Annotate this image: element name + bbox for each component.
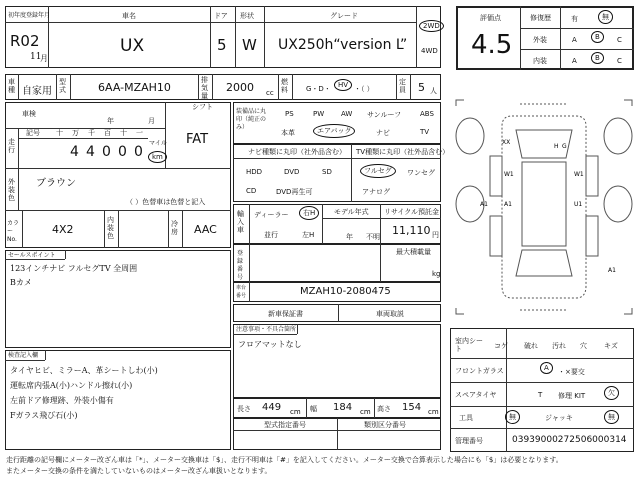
grade: UX250h“version L”: [278, 37, 408, 53]
inspector-line-3: 左前ドア修理跡、外装小傷有: [10, 396, 114, 405]
digit-head-1: 十: [56, 129, 63, 137]
equip-sunroof: サンルーフ: [367, 111, 402, 119]
navi-sd: SD: [322, 168, 332, 176]
exterior-label: 外装: [533, 36, 547, 44]
equip-ps: PS: [285, 110, 294, 118]
seat-burn: コゲ: [494, 342, 508, 350]
mark-w1-left: W1: [504, 171, 514, 178]
warranty-doc: 新車保証書: [268, 310, 303, 318]
equip-label: 装備品に丸印（純正のみ）: [236, 108, 267, 131]
int-b-circled: B: [591, 52, 604, 64]
manual-doc: 車両取説: [376, 310, 404, 318]
mark-a1-mid-left: A1: [504, 201, 512, 208]
max-load-label: 最大積載量: [396, 248, 431, 256]
equip-tv: TV: [420, 128, 430, 136]
mgmt-label: 管理番号: [455, 437, 483, 445]
reg-date-label: 初年度登録年月: [8, 12, 51, 19]
model-year-unit: 年: [346, 233, 353, 241]
navi-hdd: HDD: [246, 168, 263, 176]
sales-line-2: Bカメ: [10, 278, 32, 287]
mileage-digit-1: 4: [70, 144, 79, 160]
displacement-label: 排気量: [201, 76, 208, 100]
digit-head-5: 十: [120, 129, 127, 137]
shift-label: シフト: [192, 103, 213, 111]
use: 自家用: [22, 86, 52, 97]
docs-block: [233, 304, 441, 322]
capacity-label: 定員: [399, 78, 406, 94]
width: 184: [333, 402, 353, 413]
fuel-options: G・D・: [306, 85, 331, 93]
ext-b-circled: B: [591, 31, 604, 43]
ext-a: A: [572, 36, 577, 44]
height-label: 高さ: [377, 405, 391, 413]
door-label: ドア: [214, 12, 228, 20]
width-unit: cm: [360, 408, 371, 416]
digit-head-0: 記号: [26, 129, 40, 137]
fuel-other: ・（ ）: [354, 85, 374, 93]
drive-2wd-circled: 2WD: [419, 20, 444, 32]
navi-label: ナビ種類に丸印（社外品含む）: [248, 148, 346, 156]
seat-hole: 穴: [580, 342, 587, 350]
equip-aw: AW: [341, 110, 353, 118]
model: 6AA-MZAH10: [98, 81, 171, 94]
digit-head-4: 百: [104, 129, 111, 137]
seat-scratch: キズ: [604, 342, 618, 350]
ac: AAC: [194, 223, 217, 236]
interior-label: 内装: [533, 57, 547, 65]
mark-xx: XX: [502, 139, 511, 146]
spare-label: スペアタイヤ: [455, 391, 497, 399]
chassis-label: 車台番号: [236, 285, 247, 299]
recycle-amount: 11,110: [392, 224, 431, 237]
displacement-unit: cc: [266, 89, 274, 97]
displacement: 2000: [226, 81, 254, 94]
height-unit: cm: [428, 408, 439, 416]
check-year-unit: 年: [107, 117, 114, 125]
recycle-label: リサイクル預託金: [384, 208, 440, 216]
score-label: 評価点: [480, 14, 501, 22]
class-no-label: 類別区分番号: [364, 421, 406, 429]
car-damage-diagram: [450, 96, 638, 318]
digit-head-3: 千: [88, 129, 95, 137]
import-label: 輸入車: [237, 210, 244, 234]
notes-label: 注意事項・不具合箇所: [236, 326, 297, 333]
footer-line-1: 走行距離の記号欄にメーター改ざん車は「*」、メーター交換車は「$」、走行不明車は「#」を記入してください。メーター交換で合算表示した場合にも「$」は必要となります。: [6, 456, 563, 464]
car-name: UX: [120, 36, 145, 56]
digit-head-6: 一: [136, 129, 143, 137]
tool-label: 工具: [459, 414, 473, 422]
mark-w1-right: W1: [574, 171, 584, 178]
doors: 5: [217, 36, 227, 54]
navi-cd: CD: [246, 187, 257, 195]
tv-label: TV種類に丸印（社外品含む）: [356, 148, 450, 156]
fuel-hv-circled: HV: [334, 79, 352, 91]
equip-pw: PW: [313, 110, 325, 118]
int-c: C: [617, 57, 622, 65]
mileage-label: 走行: [8, 138, 15, 154]
shift: FAT: [186, 132, 209, 147]
inspector-line-4: Fガラス飛び石(小): [10, 411, 78, 420]
ac-label: 冷房: [171, 220, 178, 236]
seat-label: 室内シート: [455, 337, 483, 353]
mileage-digit-2: 4: [86, 144, 95, 160]
tool-none-circled: 無: [505, 410, 520, 424]
model-year-label: モデル年式: [334, 208, 369, 216]
spare-missing-circled: 欠: [604, 386, 619, 400]
mark-a1-front-left: A1: [480, 201, 488, 208]
type-label: 車種: [8, 78, 15, 94]
spare-kit: 修理 KIT: [558, 392, 586, 400]
length: 449: [262, 402, 282, 413]
int-color-label: 内装色: [107, 216, 114, 240]
repair-label: 修復歴: [530, 14, 551, 22]
mile-unit: マイル: [149, 140, 167, 147]
reg-year: R02: [10, 32, 40, 50]
length-label: 長さ: [237, 405, 251, 413]
notes-block: [233, 324, 441, 398]
color-note: （ ）色替車は色替と記入: [126, 198, 206, 206]
equip-leather: 本革: [281, 129, 295, 137]
drive-4wd: 4WD: [421, 47, 438, 55]
model-label: 型式: [59, 78, 66, 94]
footer-line-2: またメーター交換の条件を満たしていないものはメーター改ざん車扱いとなります。: [6, 467, 272, 475]
sales-line-1: 123インチナビ フルセグTV 全周囲: [10, 264, 138, 273]
type-no-label: 型式指定番号: [264, 421, 306, 429]
capacity-unit: 人: [430, 87, 437, 95]
mgmt-no: 0393900027250600031​4: [512, 435, 627, 445]
footer-note: [6, 455, 636, 477]
jack-label: ジャッキ: [545, 414, 573, 422]
mark-u1: U1: [574, 201, 583, 208]
navi-dvd: DVD: [284, 168, 300, 176]
score: 4.5: [471, 30, 513, 60]
seat-stain: 汚れ: [552, 342, 566, 350]
mark-a1-rear: A1: [608, 267, 616, 274]
glass-other: ・×要交: [558, 368, 585, 376]
ext-c: C: [617, 36, 622, 44]
equip-airbag-circled: エアバック: [313, 124, 355, 138]
tv-analog: アナログ: [362, 188, 390, 196]
repair-yes: 有: [571, 15, 578, 23]
mileage-digit-4: 0: [118, 144, 127, 160]
equip-navi: ナビ: [376, 129, 390, 137]
fuel-label: 燃料: [281, 78, 288, 94]
jack-none-circled: 無: [604, 410, 619, 424]
glass-a-circled: A: [540, 362, 553, 374]
import-parallel: 並行: [264, 231, 278, 239]
tv-oneseg: ワンセグ: [407, 169, 435, 177]
shape: W: [242, 36, 257, 54]
seat-tear: 破れ: [524, 342, 538, 350]
inspector-line-2: 運転席内張A(小)ハンドル擦れ(小): [10, 381, 133, 390]
import-dealer: ディーラー: [254, 211, 289, 219]
glass-label: フロントガラス: [455, 367, 504, 375]
width-label: 幅: [310, 405, 317, 413]
spare-t: T: [538, 391, 543, 399]
reg-no-label: 登録番号: [237, 250, 244, 281]
reg-month-value: 11: [30, 52, 42, 62]
mileage-digit-3: 0: [102, 144, 111, 160]
int-a: A: [572, 57, 577, 65]
equip-abs: ABS: [420, 110, 434, 118]
inspector-line-1: タイヤヒビ、ミラーA、革シートしわ(小): [10, 366, 158, 375]
max-load-unit: kg: [432, 270, 441, 278]
chassis-no: MZAH10-2080475: [300, 286, 391, 297]
km-unit-circled: km: [148, 151, 167, 163]
car-name-label: 車名: [122, 12, 136, 20]
mark-h: H: [554, 143, 559, 150]
mileage-digit-5: 0: [134, 144, 143, 160]
color-label: 外装色: [8, 178, 15, 202]
navi-dvd-play: DVD再生可: [276, 188, 313, 196]
grade-label: グレード: [330, 12, 358, 20]
sales-label: セールスポイント: [8, 252, 56, 259]
import-right-circled: 右H: [299, 206, 319, 220]
repair-no-circled: 無: [598, 10, 613, 24]
color-no: 4X2: [52, 223, 74, 236]
shape-label: 形状: [240, 12, 254, 20]
check-label: 車検: [22, 110, 36, 118]
inspector-label: 検査記入欄: [8, 352, 39, 359]
model-year-unknown: 不明: [366, 233, 380, 241]
check-month-unit: 月: [148, 117, 155, 125]
color-no-label: カラーNo.: [7, 220, 20, 243]
mark-g: G: [562, 143, 567, 150]
digit-head-2: 万: [72, 129, 79, 137]
color-value: ブラウン: [36, 178, 76, 189]
import-left: 左H: [302, 231, 315, 239]
reg-month-unit: 月: [40, 54, 48, 63]
height: 154: [402, 402, 422, 413]
tv-fullseg-circled: フルセグ: [360, 164, 396, 178]
recycle-unit: 円: [432, 231, 439, 239]
notes-line-1: フロアマットなし: [238, 340, 302, 349]
capacity: 5: [418, 81, 425, 94]
length-unit: cm: [290, 408, 301, 416]
